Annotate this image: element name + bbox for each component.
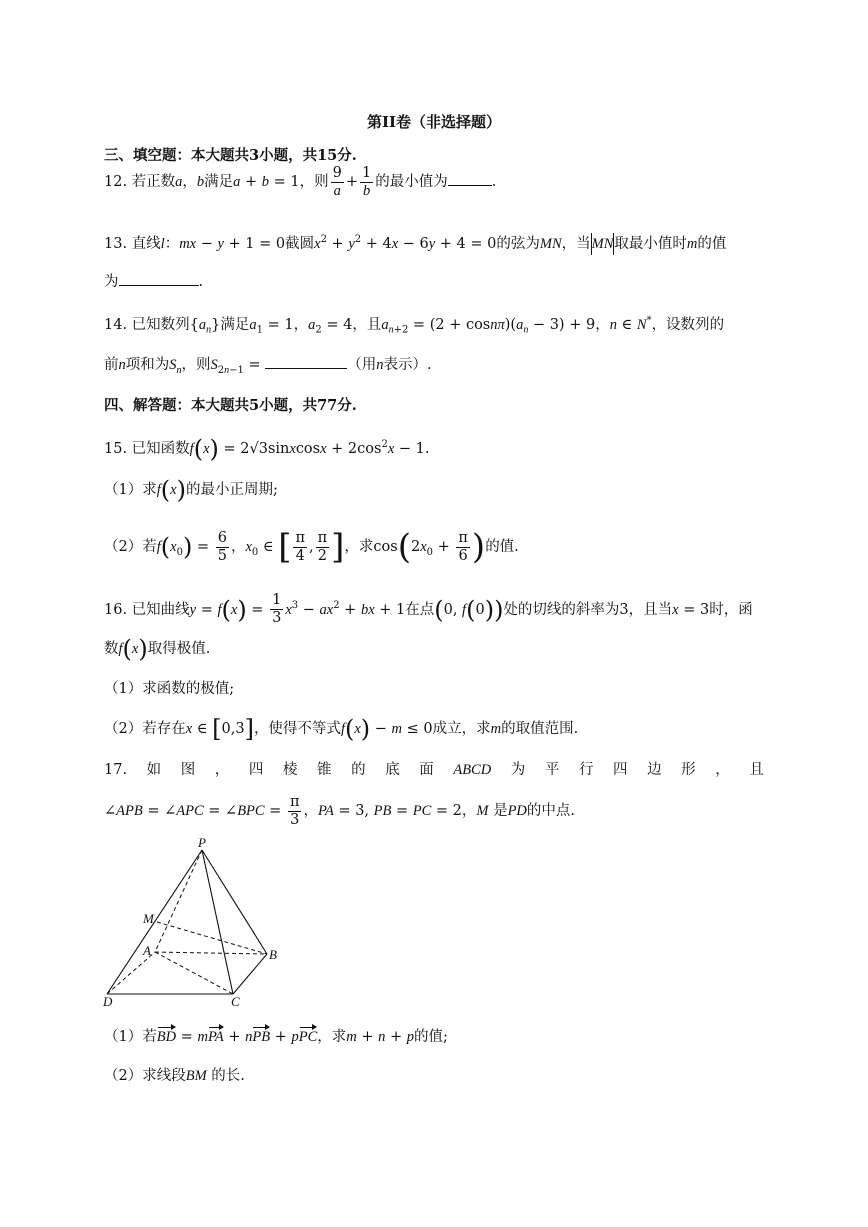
edge-pa [155,850,202,952]
question-14: 14. 已知数列$\{a_n\}$满足$a_1 = 1$，$a_2 = 4$，且$a_{n+2} = (2 + \cos n\pi)(a_n - 3) + 9$，n ∈ N*，设数列的 [104,315,725,336]
question-16-cont: 数f(x)取得极值. [104,635,211,663]
edge-cb [233,954,267,994]
edge-pd [107,850,202,994]
question-13-cont: 为 . [104,271,203,292]
question-17: 17. 如 图 ， 四 棱 锥 的 底 面 ABCD 为 平 行 四 边 形 ， 且 [104,762,764,778]
answer-blank [265,354,347,369]
part4-heading: 四、解答题：本大题共5小题，共77分. [104,397,357,414]
section-title: 第II卷（非选择题） [367,113,502,131]
label-d: D [103,994,113,1009]
question-14-cont: 前n项和为$S_n$，则$S_{2n-1}$ = （用n表示）. [104,354,432,381]
question-17-part1: （1）若BD = mPA + nPB + pPC，求m + n + p的值; [104,1029,448,1045]
label-a: A [143,943,151,958]
question-15: 15. 已知函数f(x) = 2√3sinxcosx + $2\cos^2x - 1$. [104,434,430,463]
label-c: C [231,994,240,1009]
label-p: P [198,836,206,850]
question-12: 12. 若正数a，b满足a + b = 1，则 $\frac{9}{a}$ + $\frac{1}{b}$ 的最小值为 . [104,164,497,199]
question-17-part2: （2）求线段BM 的长. [104,1068,245,1084]
edge-ac [155,952,233,994]
label-m: M [143,911,154,926]
question-13: 13. 直线l：mx − y + 1 = 0截圆$x^2 + y^2 + 4x - 6y + 4 = 0$的弦为MN，当MN取最小值时m的值 [104,230,726,255]
pyramid-figure [95,836,295,1011]
edge-ab [155,952,267,954]
edge-pc [202,850,233,994]
question-16-part1: （1）求函数的极值; [104,681,235,697]
question-16-part2: （2）若存在x ∈ [0,3]，使得不等式f(x) − m ≤ 0成立，求m的取值范围. [104,715,579,743]
part3-heading: 三、填空题：本大题共3小题，共15分. [104,147,357,164]
label-b: B [269,947,277,962]
question-16: 16. 已知曲线y = f(x) = $\frac{1}{3}$ $x^3 - ax^2$ + bx + 1在点(0, f(0))处的切线的斜率为3，且当x = 3时，函 [104,592,753,627]
question-15-part1: （1）求f(x)的最小正周期; [104,476,278,504]
answer-blank [448,171,492,186]
question-17-cont: ∠APB = ∠APC = ∠BPC = $\frac{\pi}{3}$ ，PA = 3, PB = PC = 2，M 是PD的中点. [104,793,576,828]
answer-blank [119,271,199,286]
question-15-part2: （2）若$f(x_0)$ = $\frac{6}{5}$ ，$x_0$ ∈ [ $\frac{\pi}{4}$ , $\frac{\pi}{2}$ ]，求$\cos(2x_0$ + $\frac{\pi}{6}$ )的值. [104,527,519,567]
